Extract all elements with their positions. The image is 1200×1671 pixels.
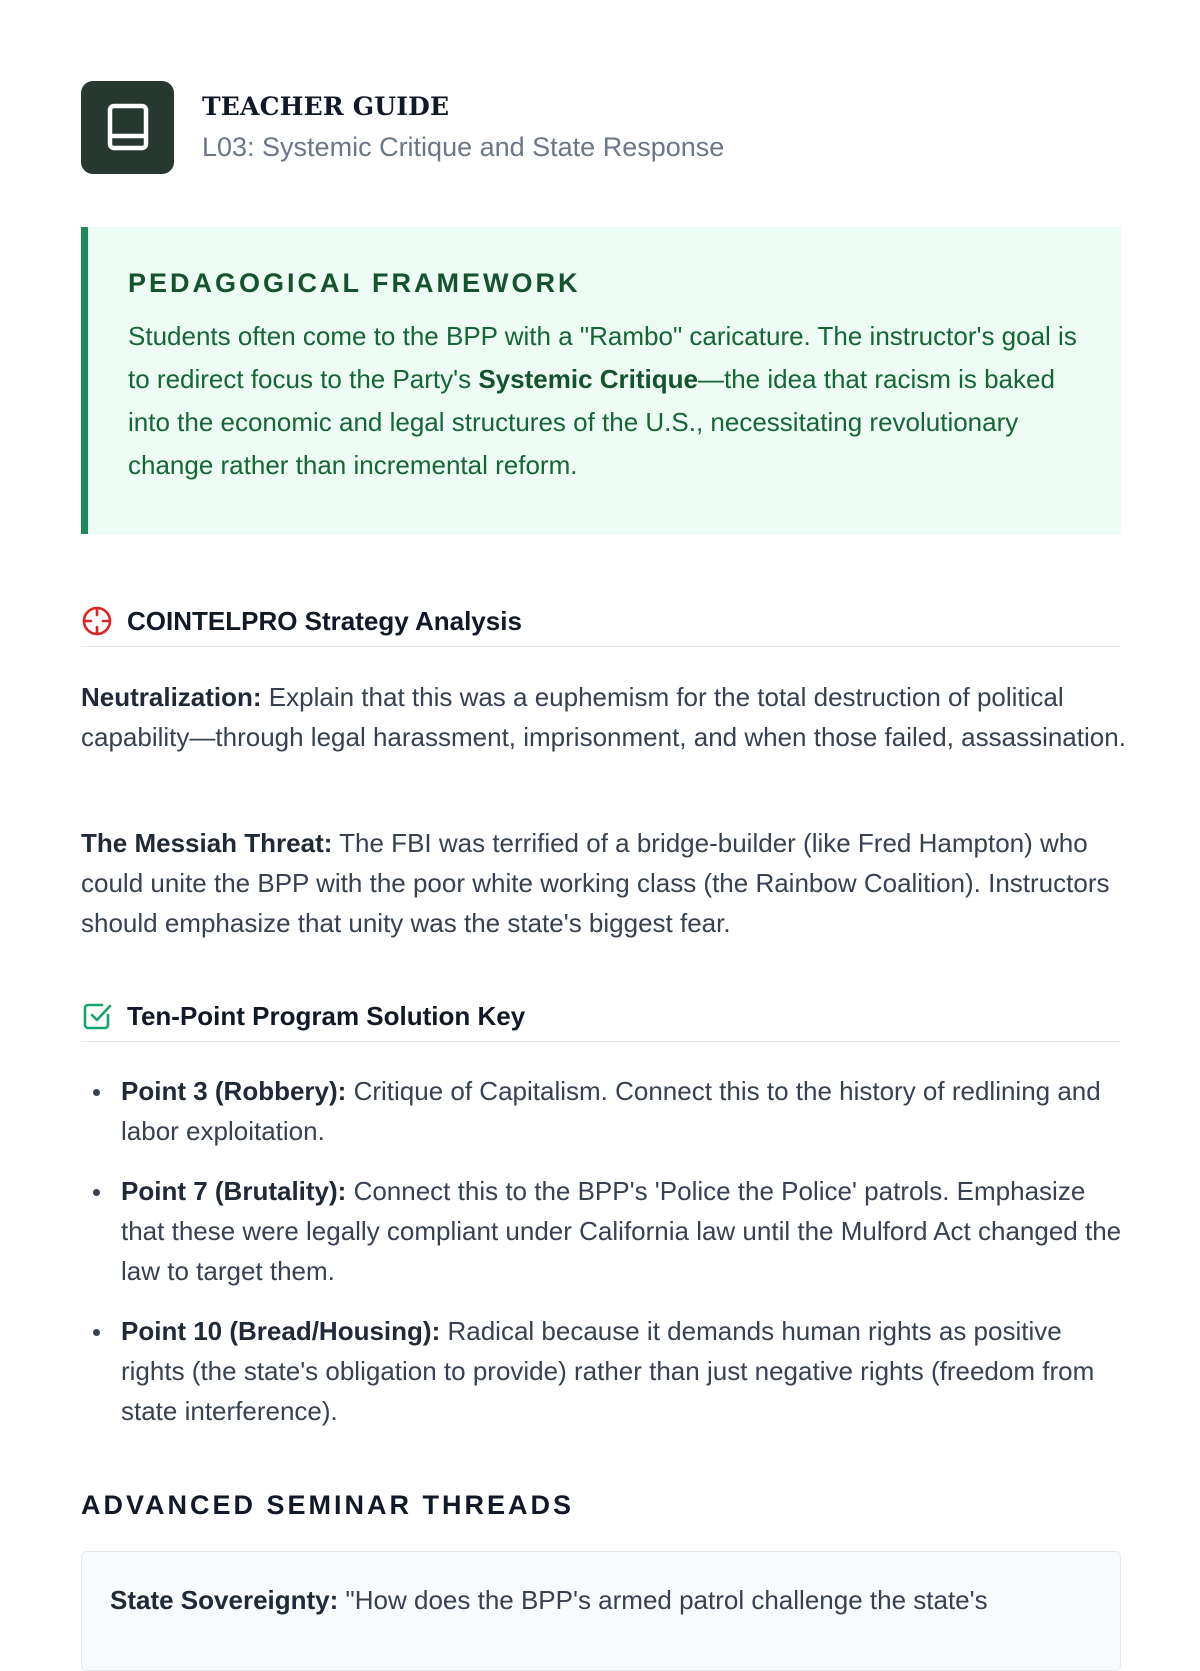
item-text: "How does the BPP's armed patrol challenge the state's bbox=[338, 1585, 988, 1615]
pedagogical-framework-callout bbox=[81, 227, 1121, 534]
framework-emphasis: Systemic Critique bbox=[478, 364, 698, 394]
cointelpro-item bbox=[81, 677, 1126, 757]
ten-point-list bbox=[81, 1071, 1126, 1451]
guide-title: TEACHER GUIDE bbox=[202, 92, 450, 121]
list-item bbox=[81, 1071, 1126, 1151]
lesson-subtitle: L03: Systemic Critique and State Response bbox=[202, 132, 725, 162]
item-term: Neutralization: bbox=[81, 682, 262, 712]
seminar-thread-card bbox=[81, 1551, 1121, 1671]
ten-point-section-header bbox=[81, 991, 1121, 1042]
item-text: Critique of Capitalism. Connect this to the history of redlining and labor exploitation. bbox=[121, 1076, 1101, 1146]
cointelpro-item bbox=[81, 823, 1126, 943]
framework-text-part: Students often come to the BPP with a "Rambo" caricature. The instructor's goal is to redirect focus to the Party's bbox=[128, 321, 1077, 394]
item-term: State Sovereignty: bbox=[110, 1585, 339, 1615]
guide-header bbox=[81, 80, 724, 174]
crosshair-icon bbox=[81, 605, 113, 637]
seminar-thread-text bbox=[110, 1580, 1092, 1620]
item-text: The FBI was terrified of a bridge-builder (like Fred Hampton) who could unite the BPP with the poor white working class (the Rainbow Coalition). Instructors should emphasize that unity was the state's biggest fear. bbox=[81, 828, 1110, 938]
item-term: Point 3 (Robbery): bbox=[121, 1076, 347, 1106]
item-text: Explain that this was a euphemism for the total destruction of political capability—through legal harassment, imprisonment, and when those failed, assassination. bbox=[81, 682, 1126, 752]
item-text: Radical because it demands human rights as positive rights (the state's obligation to provide) rather than just negative rights (freedom from state interference). bbox=[121, 1316, 1095, 1426]
list-item bbox=[81, 1171, 1126, 1291]
framework-text-part: —the idea that racism is baked into the economic and legal structures of the U.S., necessitating revolutionary change rather than incremental reform. bbox=[128, 364, 1055, 480]
section-title: COINTELPRO Strategy Analysis bbox=[127, 605, 522, 636]
book-icon bbox=[81, 81, 174, 174]
framework-text bbox=[128, 315, 1081, 487]
check-square-icon bbox=[81, 1000, 113, 1032]
item-term: The Messiah Threat: bbox=[81, 828, 333, 858]
item-term: Point 10 (Bread/Housing): bbox=[121, 1316, 441, 1346]
item-text: Connect this to the BPP's 'Police the Police' patrols. Emphasize that these were legally compliant under California law until the Mulford Act changed the law to target them. bbox=[121, 1176, 1122, 1286]
advanced-seminar-title: ADVANCED SEMINAR THREADS bbox=[81, 1490, 575, 1520]
list-item bbox=[81, 1311, 1126, 1431]
cointelpro-section-header bbox=[81, 596, 1121, 647]
item-term: Point 7 (Brutality): bbox=[121, 1176, 347, 1206]
framework-title: PEDAGOGICAL FRAMEWORK bbox=[128, 268, 581, 298]
section-title: Ten-Point Program Solution Key bbox=[127, 1000, 526, 1031]
